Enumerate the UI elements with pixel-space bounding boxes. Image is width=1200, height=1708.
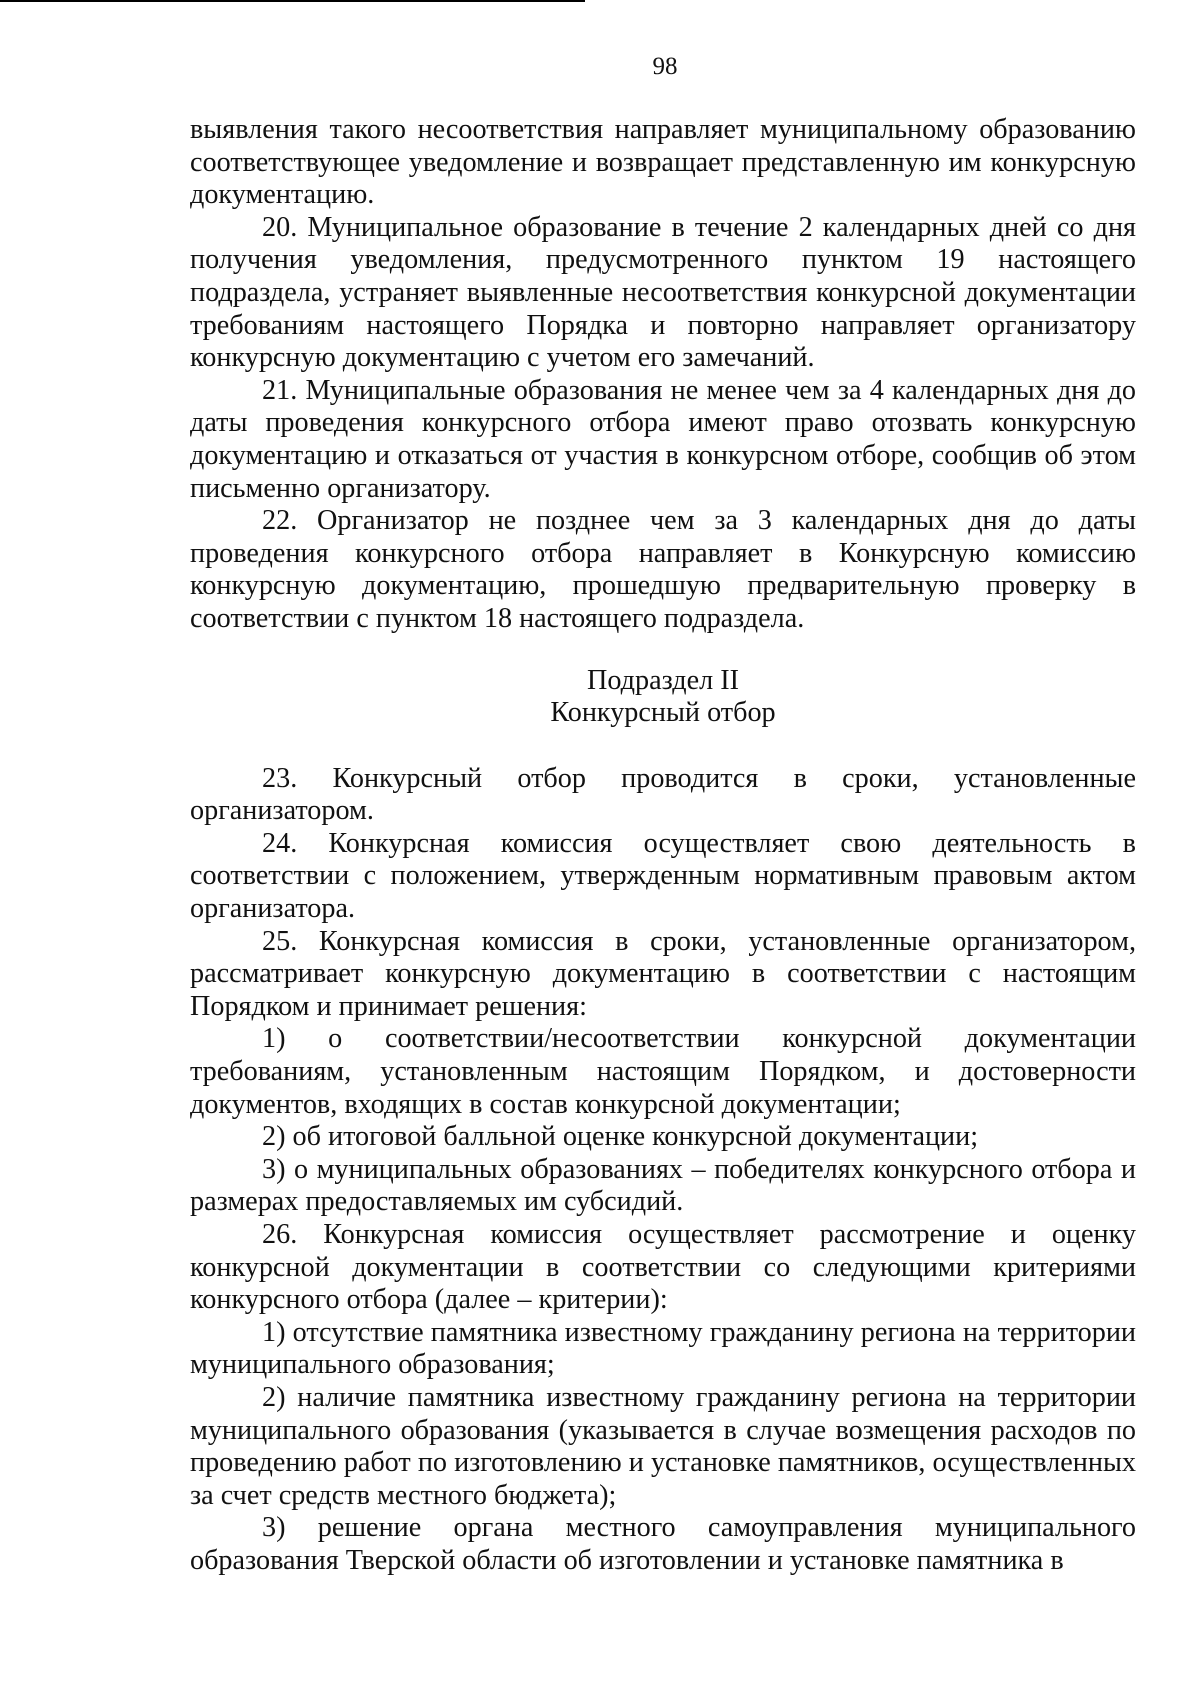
paragraph-26-item-2: 2) наличие памятника известному гражданину региона на территории муниципального образования (указывается в случае возмещения расходов по проведению работ по изготовлению и установке памятников, осуществленных за счет средств местного бюджета); xyxy=(190,1381,1136,1511)
paragraph-26-item-3: 3) решение органа местного самоуправления муниципального образования Тверской области об изготовлении и установке памятника в xyxy=(190,1512,1136,1576)
paragraph-25: 25. Конкурсная комиссия в сроки, установленные организатором, рассматривает конкурсную документацию в соответствии с настоящим Порядком и принимает решения: xyxy=(190,925,1136,1022)
paragraph-21: 21. Муниципальные образования не менее чем за 4 календарных дня до даты проведения конкурсного отбора имеют право отозвать конкурсную документацию и отказаться от участия в конкурсном отборе, сообщив об этом письменно организатору. xyxy=(190,374,1136,504)
paragraph-24: 24. Конкурсная комиссия осуществляет свою деятельность в соответствии с положением, утвержденным нормативным правовым актом организатора. xyxy=(190,827,1136,925)
subsection-title: Подраздел II xyxy=(587,664,739,696)
page-number: 98 xyxy=(652,53,678,80)
paragraph-26-item-1: 1) отсутствие памятника известному гражданину региона на территории муниципального образования; xyxy=(190,1316,1136,1381)
paragraph-20: 20. Муниципальное образование в течение 2 календарных дней со дня получения уведомления, предусмотренного пунктом 19 настоящего подраздела, устраняет выявленные несоответствия конкурсной документации требованиям настоящего Порядка и повторно направляет организатору конкурсную документацию с учетом его замечаний. xyxy=(190,211,1136,374)
paragraph-23: 23. Конкурсный отбор проводится в сроки, установленные организатором. xyxy=(190,762,1136,827)
paragraph-25-item-3: 3) о муниципальных образованиях – победителях конкурсного отбора и размерах предоставляемых им субсидий. xyxy=(190,1153,1136,1218)
paragraph-25-item-2: 2) об итоговой балльной оценке конкурсной документации; xyxy=(262,1121,979,1153)
document-body xyxy=(190,114,1136,1578)
subsection-heading xyxy=(190,665,1136,730)
paragraph-26: 26. Конкурсная комиссия осуществляет рассмотрение и оценку конкурсной документации в соответствии со следующими критериями конкурсного отбора (далее – критерии): xyxy=(190,1219,1136,1316)
paragraph-25-item-1: 1) о соответствии/несоответствии конкурсной документации требованиям, установленным настоящим Порядком, и достоверности документов, входящих в состав конкурсной документации; xyxy=(190,1023,1136,1120)
subsection-name: Конкурсный отбор xyxy=(550,697,776,729)
top-rule xyxy=(0,0,585,2)
paragraph-22: 22. Организатор не позднее чем за 3 календарных дня до даты проведения конкурсного отбора направляет в Конкурсную комиссию конкурсную документацию, прошедшую предварительную проверку в соответствии с пунктом 18 настоящего подраздела. xyxy=(190,505,1136,634)
paragraph-continuation: выявления такого несоответствия направляет муниципальному образованию соответствующее уведомление и возвращает представленную им конкурсную документацию. xyxy=(190,114,1136,211)
